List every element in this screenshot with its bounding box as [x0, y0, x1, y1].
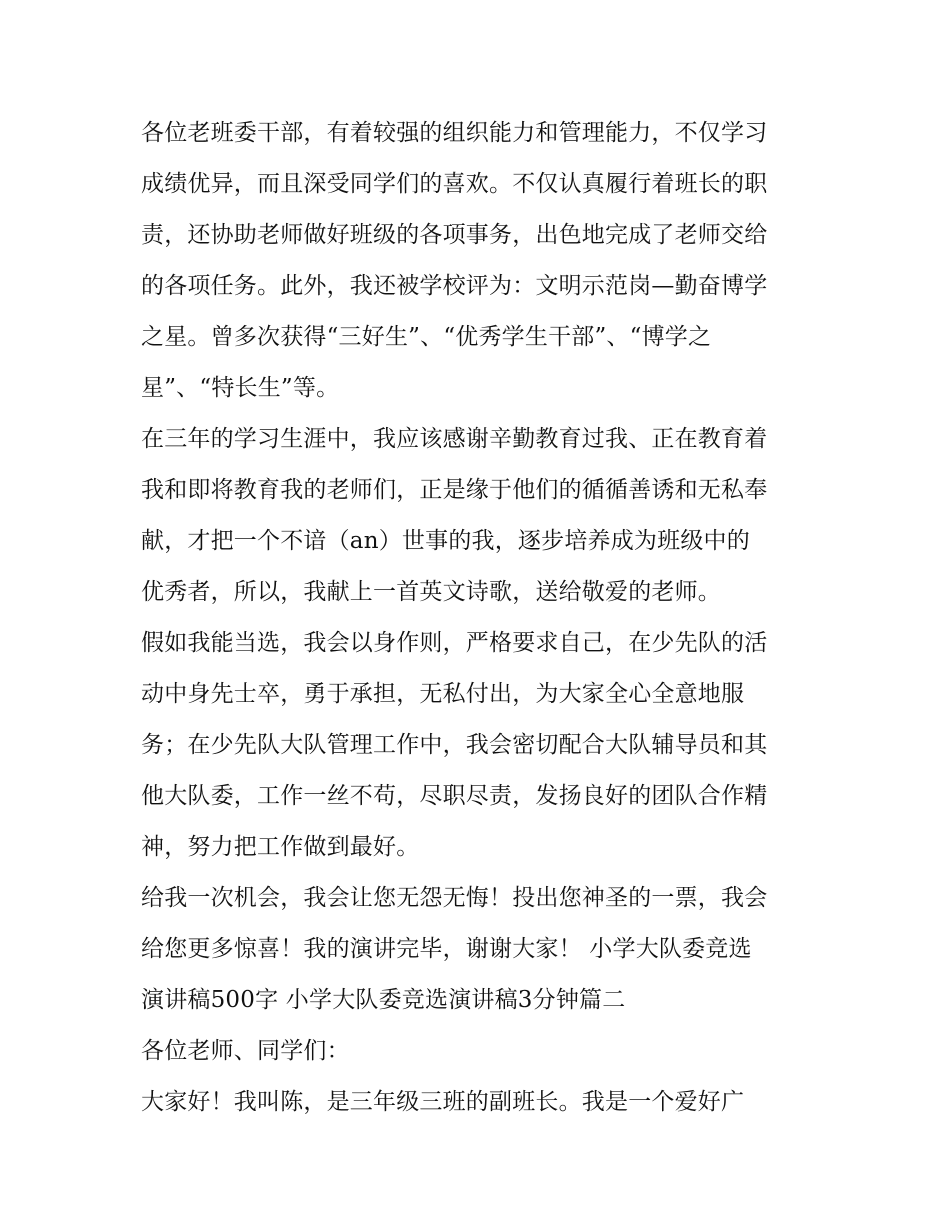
text-line: 的各项任务。此外，我还被学校评为：文明示范岗—勤奋博学: [141, 273, 768, 299]
text-line: 各位老师、同学们：: [141, 1038, 350, 1064]
text-line: 各位老班委干部，有着较强的组织能力和管理能力，不仅学习: [141, 120, 768, 146]
text-line: 他大队委，工作一丝不苟，尽职尽责，发扬良好的团队合作精: [141, 783, 768, 809]
text-line: 在三年的学习生涯中，我应该感谢辛勤教育过我、正在教育着: [141, 426, 768, 452]
text-line: 给我一次机会，我会让您无怨无悔！投出您神圣的一票，我会: [141, 885, 768, 911]
text-line: 献，才把一个不谙（an）世事的我，逐步培养成为班级中的: [141, 528, 750, 554]
text-line: 优秀者，所以，我献上一首英文诗歌，送给敬爱的老师。: [141, 579, 721, 605]
text-line: 大家好！我叫陈，是三年级三班的副班长。我是一个爱好广: [141, 1089, 745, 1115]
text-line: 务；在少先队大队管理工作中，我会密切配合大队辅导员和其: [141, 732, 768, 758]
text-line: 成绩优异，而且深受同学们的喜欢。不仅认真履行着班长的职: [141, 171, 768, 197]
text-line: 星”、“特长生”等。: [141, 375, 340, 401]
text-line: 之星。曾多次获得“三好生”、“优秀学生干部”、“博学之: [141, 324, 712, 350]
text-line: 我和即将教育我的老师们，正是缘于他们的循循善诱和无私奉: [141, 477, 768, 503]
text-line: 动中身先士卒，勇于承担，无私付出，为大家全心全意地服: [141, 681, 745, 707]
text-line: 演讲稿500字 小学大队委竞选演讲稿3分钟篇二: [141, 987, 626, 1013]
text-line: 神，努力把工作做到最好。: [141, 834, 420, 860]
text-line: 给您更多惊喜！我的演讲完毕，谢谢大家！ 小学大队委竞选: [141, 936, 752, 962]
text-line: 责，还协助老师做好班级的各项事务，出色地完成了老师交给: [141, 222, 768, 248]
document-body: [141, 108, 821, 1128]
text-line: 假如我能当选，我会以身作则，严格要求自己，在少先队的活: [141, 630, 768, 656]
